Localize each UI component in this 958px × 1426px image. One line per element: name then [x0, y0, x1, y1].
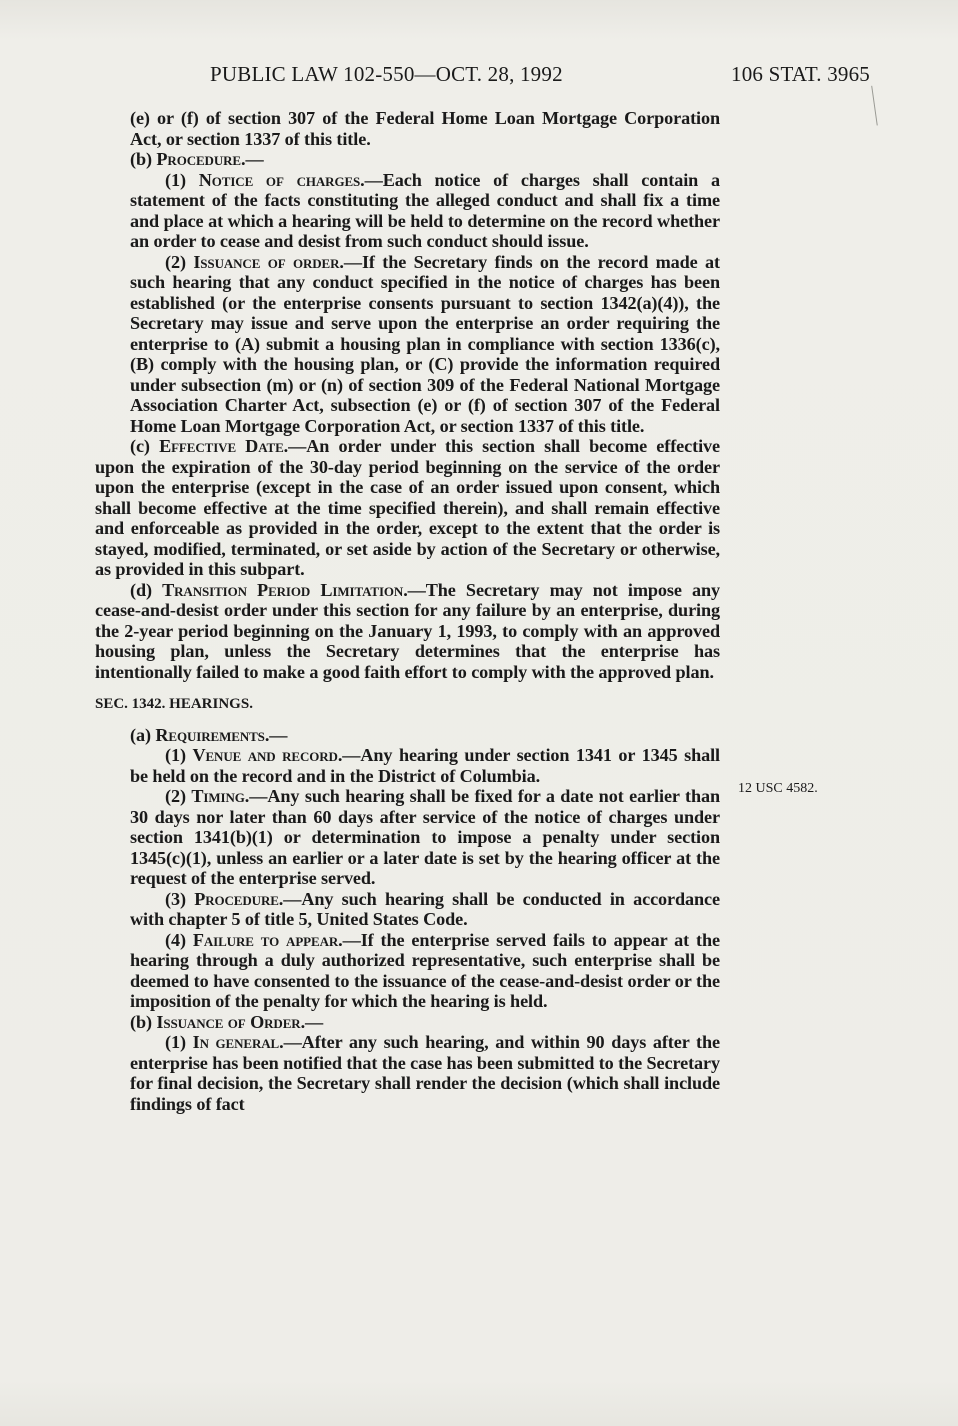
- statute-text: [95, 108, 720, 1114]
- paragraph: (2) Issuance of order.—If the Secretary finds on the record made at such hearing that any conduct specified in the notice of charges has been established (or the enterprise consents pursuant to section 1342(a)(4)), the Secretary may issue and serve upon the enterprise an order requiring the enterprise to (A) submit a housing plan in compliance with section 1336(c), (B) comply with the housing plan, or (C) provide the information required under subsection (m) or (n) of section 309 of the Federal National Mortgage Association Charter Act, subsection (e) or (f) of section 307 of the Federal Home Loan Mortgage Corporation Act, or section 1337 of this title.: [130, 251, 721, 436]
- margin-citation: 12 USC 4582.: [738, 781, 818, 796]
- paragraph: (4) Failure to appear.—If the enterprise served fails to appear at the hearing through a duly authorized representative, such enterprise shall be deemed to have consented to the issuance of the cease-and-desist order or the imposition of the penalty for which the hearing is held.: [130, 929, 721, 1011]
- paragraph: (1) In general.—After any such hearing, and within 90 days after the enterprise has been notified that the case has been submitted to the Secretary for final decision, the Secretary shall render the decision (which shall include findings of fact: [130, 1032, 720, 1114]
- paragraph: (c) Effective Date.—An order under this section shall become effective upon the expiration of the 30-day period beginning on the service of the order upon the enterprise (except in the case of an order issued upon consent, which shall become effective at the time specified therein), and shall remain effective and enforceable as provided in the order, except to the extent that the order is stayed, modified, terminated, or set aside by action of the Secretary or otherwise, as provided in this subpart.: [95, 436, 720, 579]
- paragraph: (1) Notice of charges.—Each notice of charges shall contain a statement of the facts constituting the alleged conduct and shall fix a time and place at which a hearing will be held to determine on the record whether an order to cease and desist from such conduct should issue.: [130, 169, 720, 251]
- paragraph: (1) Venue and record.—Any hearing under section 1341 or 1345 shall be held on the record and in the District of Columbia.: [130, 745, 720, 786]
- paragraph: (e) or (f) of section 307 of the Federal Home Loan Mortgage Corporation Act, or section 1337 of this title.: [130, 108, 720, 149]
- paragraph: (3) Procedure.—Any such hearing shall be conducted in accordance with chapter 5 of title 5, United States Code.: [130, 888, 720, 929]
- section-heading: SEC. 1342. HEARINGS.: [95, 696, 253, 712]
- paragraph: (b) Procedure.—: [130, 149, 264, 169]
- paragraph: (2) Timing.—Any such hearing shall be fixed for a date not earlier than 30 days nor later than 60 days after service of the notice of charges under section 1341(b)(1) or determination to impose a penalty under section 1345(c)(1), unless an earlier or a later date is set by the hearing officer at the request of the enterprise served.: [130, 786, 721, 888]
- paragraph: (b) Issuance of Order.—: [130, 1011, 324, 1032]
- header-stat-page: 106 STAT. 3965: [731, 62, 870, 86]
- paragraph: (d) Transition Period Limitation.—The Secretary may not impose any cease-and-desist order under this section for any failure by an enterprise, during the 2-year period beginning on the January 1, 1993, to comply with an approved housing plan, unless the Secretary determines that the enterprise has intentionally failed to make a good faith effort to comply with the approved plan.: [95, 579, 721, 682]
- page-header: [210, 62, 870, 92]
- paragraph: (a) Requirements.—: [130, 724, 288, 745]
- header-public-law: PUBLIC LAW 102-550—OCT. 28, 1992: [210, 62, 563, 86]
